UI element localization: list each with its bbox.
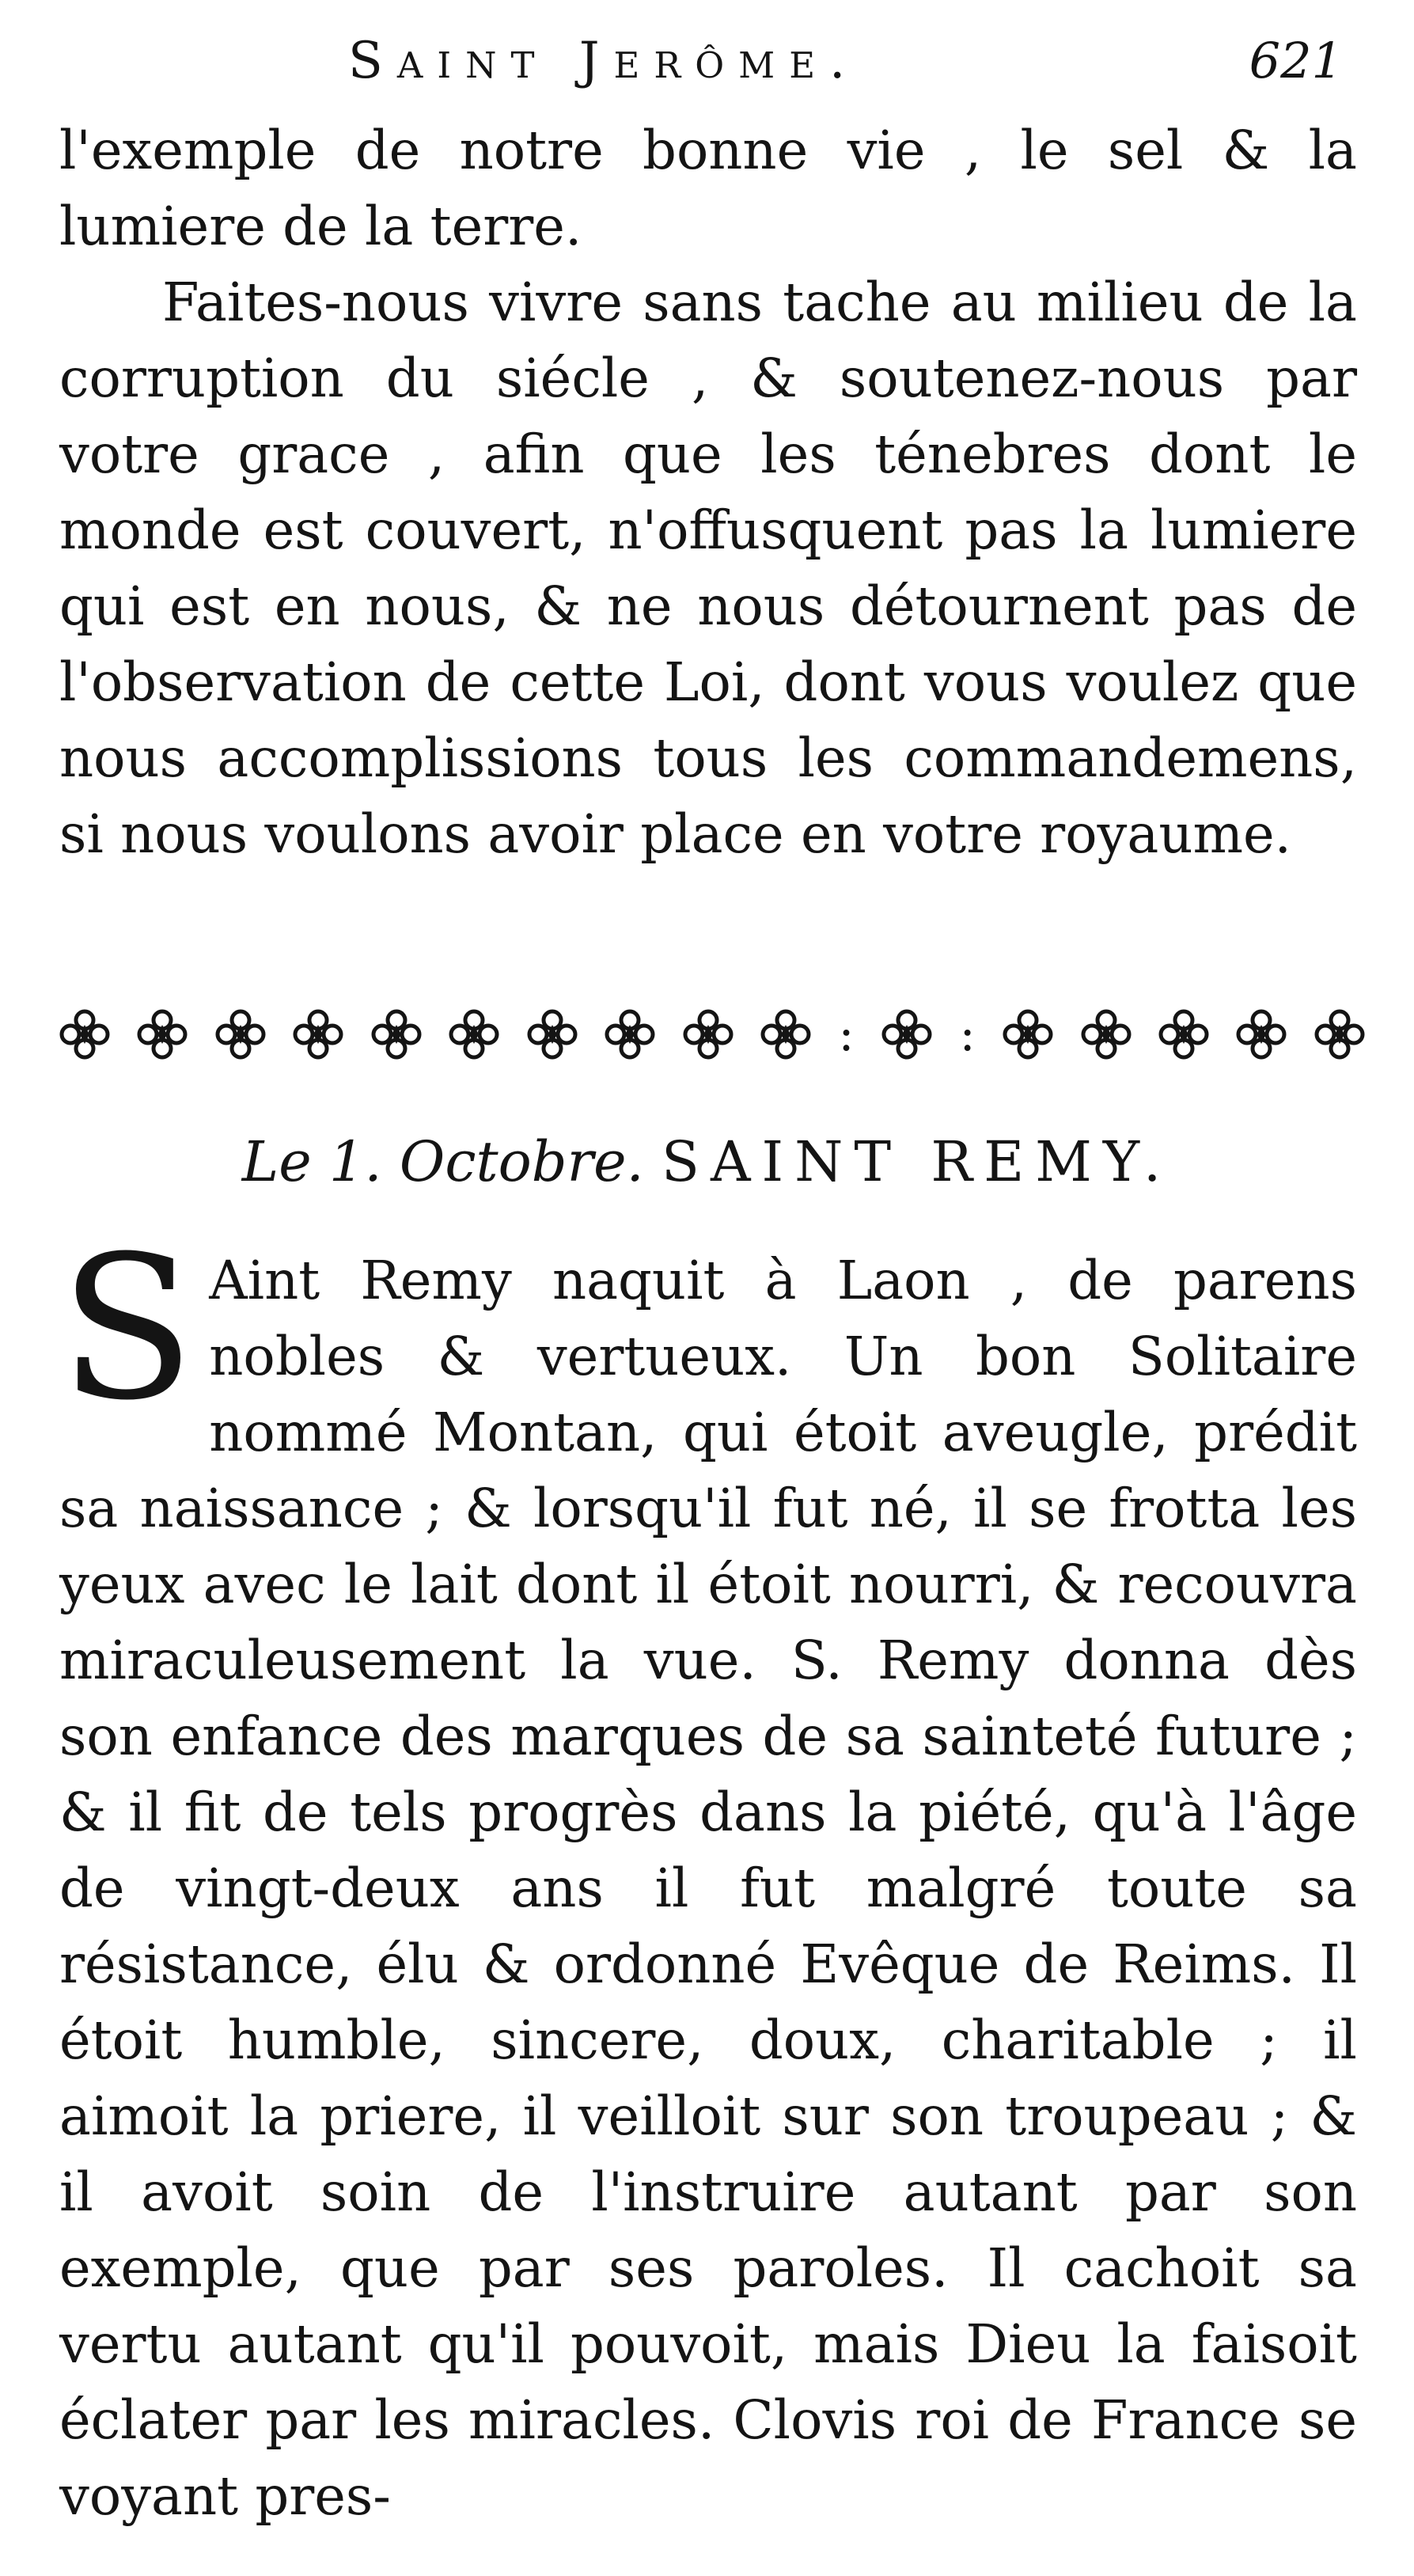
- fleuron-icon: [449, 1009, 499, 1060]
- fleuron-icon: [1081, 1009, 1132, 1060]
- fleuron-icon: [137, 1009, 188, 1060]
- running-title: Saint Jerôme.: [348, 32, 860, 90]
- fleuron-icon: [59, 1009, 110, 1060]
- paragraph: Faites-nous vivre sans tache au milieu de la corruption du siécle , & soutenez-nous par votre grace , afin que les ténebres dont le monde est couvert, n'offusquent pas la lumiere qui est en nous, & ne nous détournent pas de l'observation de cette Loi, dont vous voulez que nous accomplissions tous les commandemens, si nous voulons avoir place en votre royaume.: [59, 271, 1357, 865]
- page-header: [0, 32, 1414, 103]
- paragraph-body: Aint Remy naquit à Laon , de parens nobles & vertueux. Un bon Solitaire nommé Montan, qui étoit aveugle, prédit sa naissance ; & lorsqu'il fut né, il se frotta les yeux avec le lait dont il étoit nourri, & recouvra miraculeusement la vue. S. Remy donna dès son enfance des marques de sa sainteté future ; & il fit de tels progrès dans la piété, qu'à l'âge de vingt-deux ans il fut malgré toute sa résistance, élu & ordonné Evêque de Reims. Il étoit humble, sincere, doux, charitable ; il aimoit la priere, il veilloit sur son troupeau ; & il avoit soin de l'instruire autant par son exemple, que par ses paroles. Il cachoit sa vertu autant qu'il pouvoit, mais Dieu la faisoit éclater par les miracles. Clovis roi de France se voyant pres-: [59, 1250, 1357, 2527]
- fleuron-icon: [527, 1009, 578, 1060]
- continued-text: [59, 112, 1357, 872]
- ornament-separator: :: [959, 1007, 976, 1062]
- paragraph: [59, 1213, 1357, 2534]
- section-heading: [0, 1124, 1414, 1200]
- saint-remy-text: [59, 1213, 1357, 2534]
- heading-prefix: Le: [241, 1129, 312, 1194]
- fleuron-icon: [371, 1009, 422, 1060]
- fleuron-icon: [215, 1009, 266, 1060]
- fleuron-icon: [1158, 1009, 1209, 1060]
- fleuron-icon: [1236, 1009, 1287, 1060]
- ornament-separator: :: [838, 1007, 855, 1062]
- fleuron-icon: [760, 1009, 811, 1060]
- fleuron-icon: [1003, 1009, 1053, 1060]
- heading-date: 1. Octobre.: [328, 1129, 644, 1194]
- fleuron-icon: [1314, 1009, 1365, 1060]
- heading-title: SAINT REMY.: [662, 1129, 1173, 1194]
- fleuron-icon: [683, 1009, 734, 1060]
- ornament-band: [59, 999, 1365, 1070]
- drop-cap: S: [59, 1213, 195, 1444]
- fleuron-icon: [881, 1009, 932, 1060]
- fleuron-icon: [605, 1009, 655, 1060]
- page-number: 621: [1249, 32, 1343, 89]
- paragraph: l'exemple de notre bonne vie , le sel & la lumiere de la terre.: [59, 120, 1357, 257]
- fleuron-icon: [293, 1009, 343, 1060]
